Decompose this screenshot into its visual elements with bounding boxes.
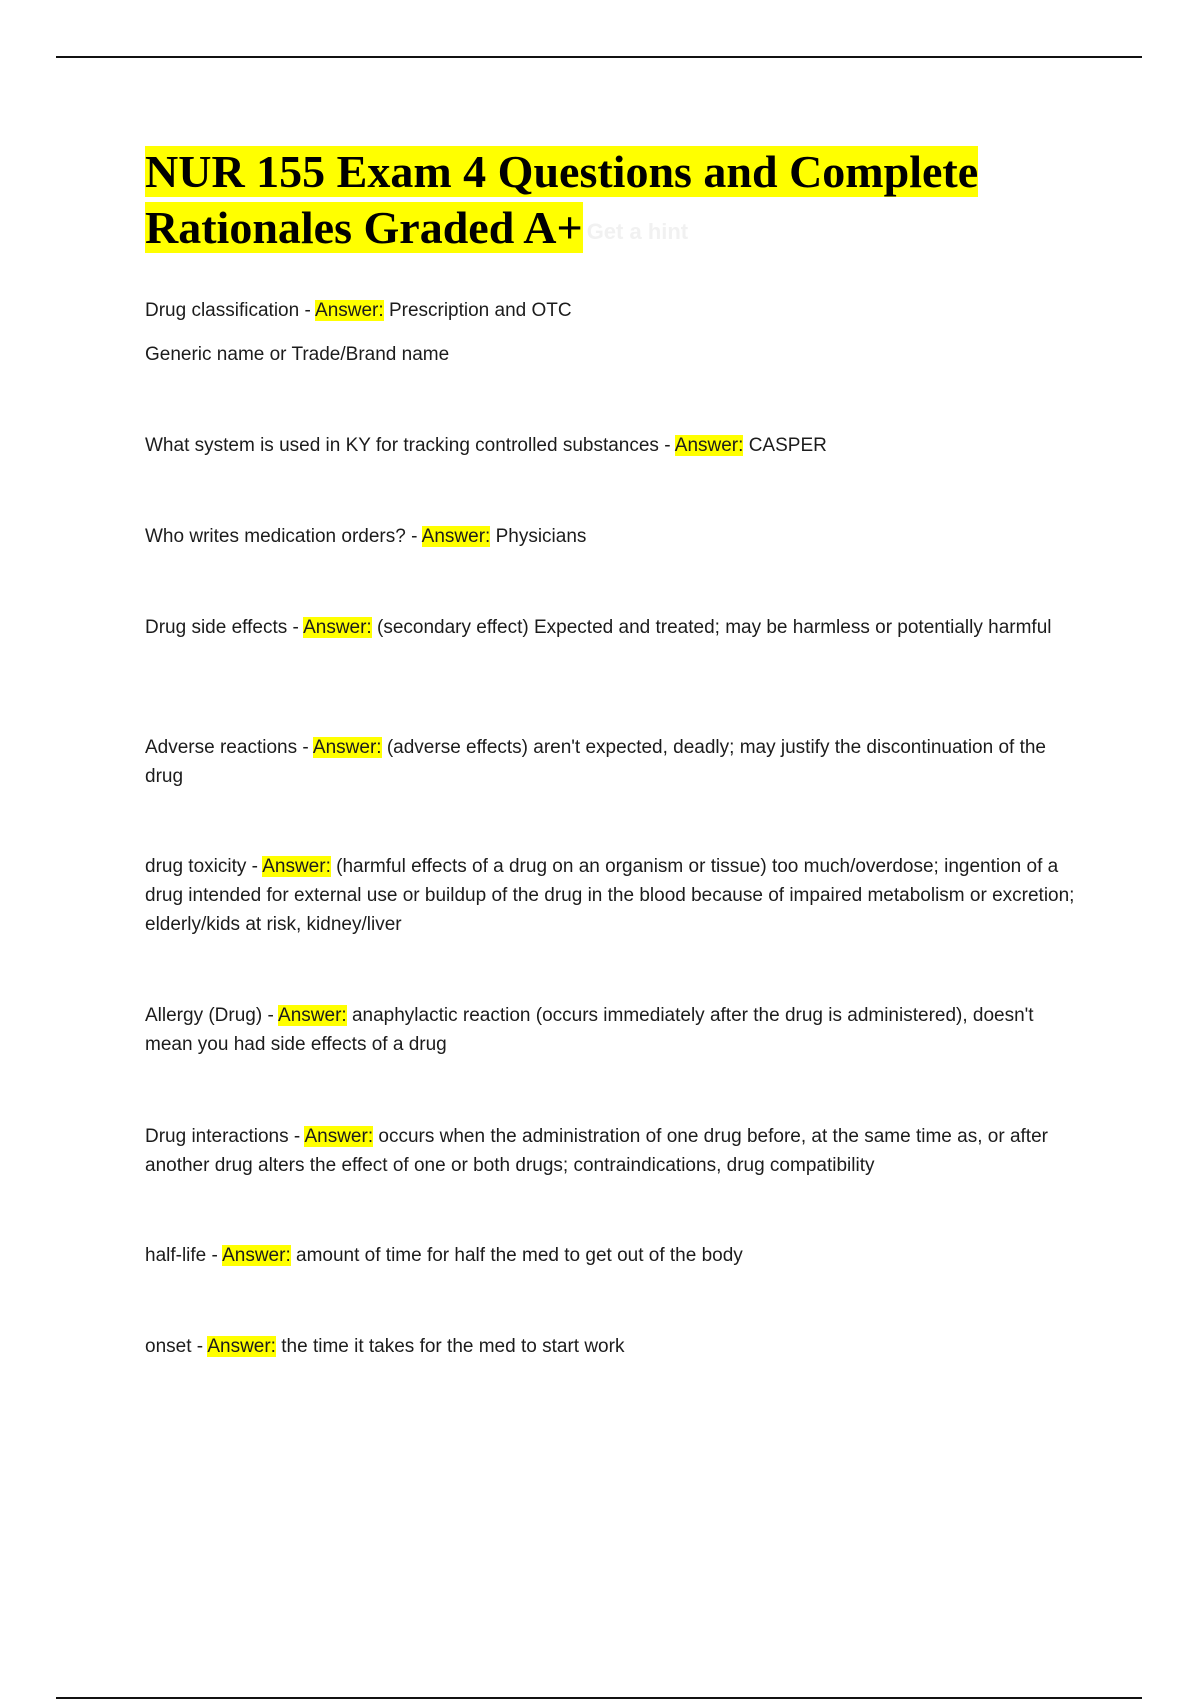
qa-answer: (secondary effect) Expected and treated; may be harmless or potentially harmful	[377, 617, 1052, 639]
answer-label: Answer:	[315, 300, 384, 322]
qa-term: drug toxicity	[145, 856, 247, 878]
title-line-1: NUR 155 Exam 4 Questions and Complete	[145, 146, 979, 197]
qa-answer: anaphylactic reaction (occurs immediately after the drug is administered), doesn't mean you had side effects of a drug	[145, 1005, 1034, 1056]
document-title	[145, 144, 1085, 260]
qa-term: onset	[145, 1336, 192, 1358]
document-body	[145, 144, 1085, 1396]
qa-answer: the time it takes for the med to start work	[281, 1336, 625, 1358]
qa-separator: -	[262, 1005, 279, 1027]
qa-term: Who writes medication orders?	[145, 526, 406, 548]
qa-item-drug-classification	[145, 296, 1085, 325]
qa-separator: -	[658, 435, 675, 457]
qa-item-drug-interactions	[145, 1122, 1085, 1180]
answer-label: Answer:	[304, 1126, 374, 1148]
qa-term: Allergy (Drug)	[145, 1005, 263, 1027]
qa-separator: -	[287, 617, 304, 639]
qa-item-onset	[145, 1332, 1085, 1361]
bottom-rule	[56, 1697, 1142, 1699]
qa-item-half-life	[145, 1241, 1085, 1270]
qa-separator: -	[299, 300, 316, 322]
qa-item-allergy	[145, 1001, 1085, 1059]
answer-label: Answer:	[262, 856, 331, 878]
qa-answer: Prescription and OTC	[388, 300, 572, 322]
qa-answer: amount of time for half the med to get out of the body	[296, 1245, 743, 1267]
answer-label: Answer:	[207, 1336, 276, 1358]
answer-label: Answer:	[674, 435, 744, 457]
qa-answer: (adverse effects) aren't expected, deadly; may justify the discontinuation of the drug	[145, 737, 1046, 788]
qa-answer: occurs when the administration of one drug before, at the same time as, or after another drug alters the effect of one or both drugs; contraindications, drug compatibility	[145, 1126, 1048, 1177]
qa-term: half-life	[145, 1245, 207, 1267]
qa-answer: (harmful effects of a drug on an organism or tissue) too much/overdose; ingention of a drug intended for external use or buildup of the drug in the blood because of impaired metabolism or excretion; elderly/kids at risk, kidney/liver	[145, 856, 1075, 936]
answer-label: Answer:	[312, 737, 382, 759]
qa-item-ky-tracking	[145, 431, 1085, 460]
answer-label: Answer:	[303, 617, 372, 639]
qa-term: What system is used in KY for tracking controlled substances	[145, 435, 659, 457]
extra-line-generic-name: Generic name or Trade/Brand name	[145, 344, 450, 366]
qa-separator: -	[206, 1245, 223, 1267]
qa-item-drug-toxicity	[145, 852, 1085, 939]
qa-separator: -	[191, 1336, 208, 1358]
qa-item-side-effects	[145, 613, 1085, 642]
answer-label: Answer:	[421, 526, 491, 548]
qa-separator: -	[288, 1126, 305, 1148]
qa-separator: -	[405, 526, 422, 548]
watermark: Get a hint	[586, 219, 689, 245]
qa-term: Adverse reactions	[145, 737, 298, 759]
qa-term: Drug interactions	[145, 1126, 289, 1148]
qa-separator: -	[246, 856, 263, 878]
qa-list	[145, 296, 1085, 1396]
qa-answer: CASPER	[748, 435, 827, 457]
answer-label: Answer:	[278, 1005, 347, 1027]
qa-item-medication-orders	[145, 522, 1085, 551]
qa-answer: Physicians	[495, 526, 587, 548]
top-rule	[56, 56, 1142, 58]
answer-label: Answer:	[222, 1245, 291, 1267]
title-line-2: Rationales Graded A+	[145, 202, 583, 253]
qa-separator: -	[297, 737, 313, 759]
qa-term: Drug side effects	[145, 617, 288, 639]
qa-term: Drug classification	[145, 300, 300, 322]
qa-item-adverse-reactions	[145, 733, 1085, 791]
